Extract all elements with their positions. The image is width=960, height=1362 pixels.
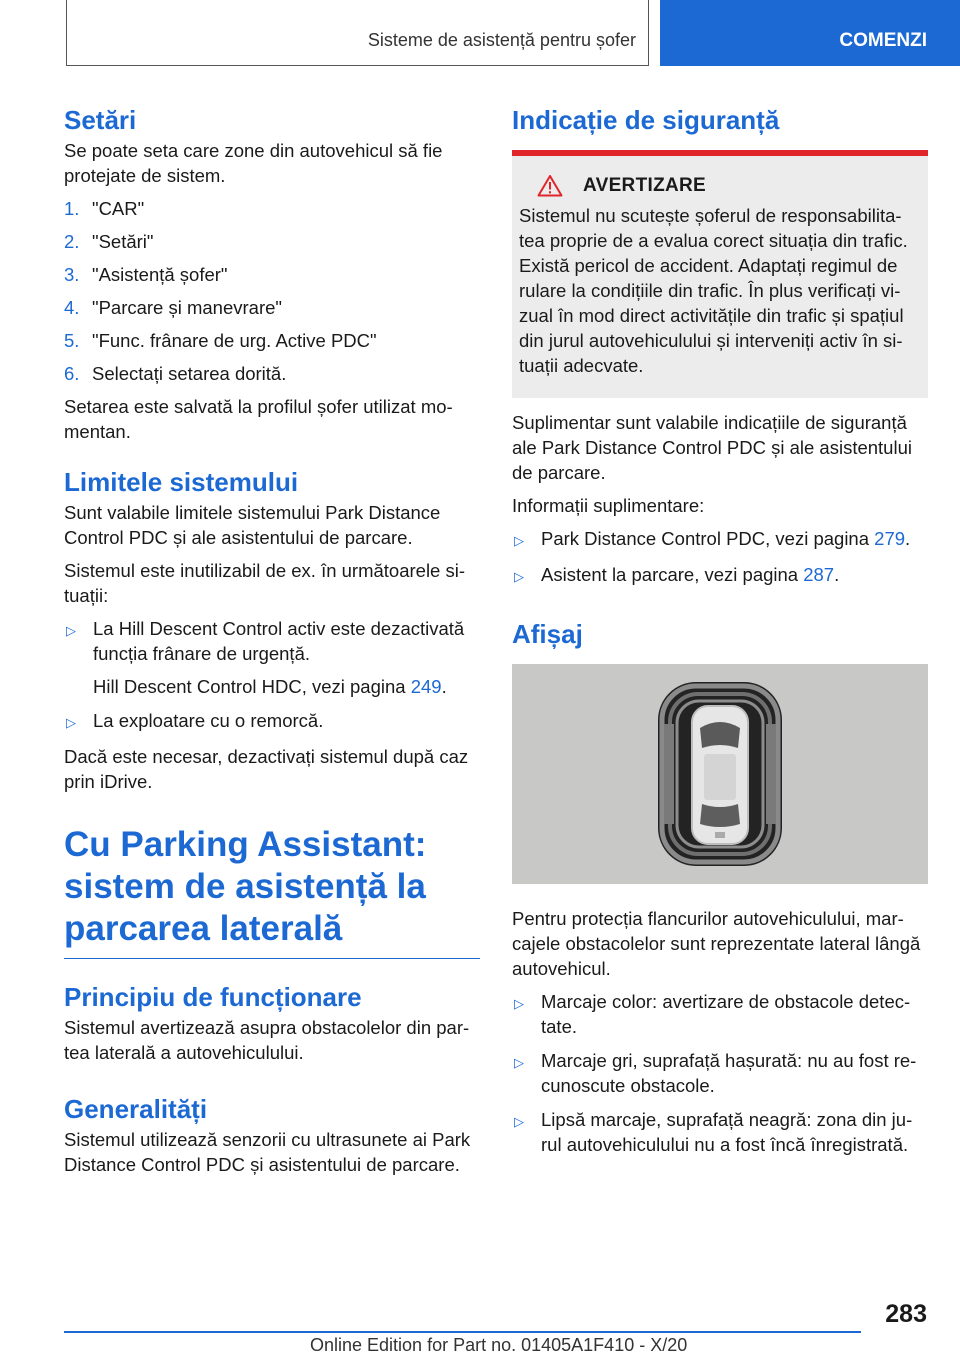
bullet-triangle-icon: ▷	[66, 623, 76, 638]
safety-paragraph-2: Informații suplimentare:	[512, 495, 705, 516]
step-text: "CAR"	[92, 198, 145, 219]
step-number: 3.	[64, 264, 80, 285]
step-number: 2.	[64, 231, 80, 252]
pdc-display-image	[512, 664, 928, 884]
page-number: 283	[885, 1300, 927, 1328]
limits-list	[64, 616, 480, 735]
settings-steps-list	[64, 196, 480, 386]
bullet-triangle-icon: ▷	[514, 1114, 524, 1129]
step-number: 4.	[64, 297, 80, 318]
safety-paragraph-1: Suplimentar sunt valabile indicațiile de siguranță ale Park Distance Control PDC și ale asistentului de parcare.	[512, 412, 912, 483]
step-text: "Asistență șofer"	[92, 264, 228, 285]
display-item-text: Marcaje color: avertizare de obstacole detec-tate.	[541, 991, 911, 1037]
bullet-triangle-icon: ▷	[514, 569, 524, 584]
limits-paragraph-1: Sunt valabile limitele sistemului Park Distance Control PDC și ale asistentului de parcare.	[64, 502, 441, 548]
setari-after: Setarea este salvată la profilul șofer utilizat mo-mentan.	[64, 396, 453, 442]
page-link-249[interactable]: 249	[410, 676, 442, 697]
step-text: Selectați setarea dorită.	[92, 363, 287, 384]
header-section-tab	[66, 0, 649, 66]
step-text: "Setări"	[92, 231, 154, 252]
safety-heading: Indicație de siguranță	[512, 105, 780, 135]
step-text: "Func. frânare de urg. Active PDC"	[92, 330, 377, 351]
limits-paragraph-2: Sistemul este inutilizabil de ex. în următoarele si-tuații:	[64, 560, 466, 606]
warning-text: Sistemul nu scutește șoferul de responsabilita-tea proprie de a evalua corect situația din trafic. Există pericol de accident. Adaptați regimul de rulare la condițiile din trafic. În plus verificați vi-zual în mod direct activitățile din trafic și spațiul din jurul autovehiculului și interveniți activ în si-tuații adecvate.	[519, 205, 908, 376]
list-item	[64, 708, 480, 735]
page-link-279[interactable]: 279	[874, 528, 906, 549]
principle-heading: Principiu de funcționare	[64, 982, 362, 1012]
step-number: 1.	[64, 198, 80, 219]
bullet-triangle-icon: ▷	[66, 715, 76, 730]
limits-after: Dacă este necesar, dezactivați sistemul după caz prin iDrive.	[64, 746, 469, 792]
principle-text: Sistemul avertizează asupra obstacolelor din par-tea laterală a autovehiculului.	[64, 1017, 470, 1063]
warning-triangle-icon	[537, 174, 563, 197]
header-section-title: Sisteme de asistență pentru șofer	[367, 30, 636, 50]
step-number: 5.	[64, 330, 80, 351]
list-item	[64, 328, 480, 353]
list-item	[64, 229, 480, 254]
general-text: Sistemul utilizează senzorii cu ultrasunete ai Park Distance Control PDC și asistentului de parcare.	[64, 1129, 471, 1175]
footer-edition: Online Edition for Part no. 01405A1F410 - X/20	[310, 1335, 688, 1355]
list-item	[64, 361, 480, 386]
right-column	[512, 100, 928, 1166]
list-item	[64, 295, 480, 320]
left-column	[64, 100, 480, 1185]
references-list	[512, 526, 928, 589]
limits-heading: Limitele sistemului	[64, 467, 299, 497]
page-link-287[interactable]: 287	[803, 564, 835, 585]
display-heading: Afișaj	[512, 619, 583, 649]
setari-heading: Setări	[64, 105, 137, 135]
warning-label: AVERTIZARE	[583, 174, 706, 196]
list-item	[512, 1048, 928, 1098]
limits-item-subtext: Hill Descent Control HDC, vezi pagina 249.	[93, 676, 447, 697]
general-heading: Generalități	[64, 1094, 208, 1124]
list-item	[512, 989, 928, 1039]
bullet-triangle-icon: ▷	[514, 533, 524, 548]
display-item-text: Lipsă marcaje, suprafață neagră: zona din ju-rul autovehiculului nu a fost încă înregistrată.	[541, 1109, 913, 1155]
display-item-text: Marcaje gri, suprafață hașurată: nu au fost re-cunoscute obstacole.	[541, 1050, 917, 1096]
list-item: ▷ Park Distance Control PDC, vezi pagina 279.	[512, 526, 928, 553]
warning-box	[512, 150, 928, 398]
step-number: 6.	[64, 363, 80, 384]
setari-intro: Se poate seta care zone din autovehicul să fie protejate de sistem.	[64, 140, 443, 186]
list-item: ▷ Asistent la parcare, vezi pagina 287.	[512, 562, 928, 589]
step-text: "Parcare și manevrare"	[92, 297, 282, 318]
list-item	[512, 1107, 928, 1157]
limits-item-text: La Hill Descent Control activ este dezactivată funcția frânare de urgență.	[93, 618, 465, 664]
list-item	[64, 616, 480, 699]
header-chapter-title: COMENZI	[839, 30, 927, 51]
main-section-heading: Cu Parking Assistant: sistem de asistență la parcarea laterală	[64, 824, 480, 959]
bullet-triangle-icon: ▷	[514, 1055, 524, 1070]
list-item	[64, 262, 480, 287]
bullet-triangle-icon: ▷	[514, 996, 524, 1011]
limits-item-text: La exploatare cu o remorcă.	[93, 710, 324, 731]
display-list	[512, 989, 928, 1157]
footer-divider	[64, 1331, 861, 1333]
display-paragraph: Pentru protecția flancurilor autovehiculului, mar-cajele obstacolelor sunt reprezentate lateral lângă autovehicul.	[512, 908, 921, 979]
car-icon	[692, 706, 748, 844]
list-item	[64, 196, 480, 221]
header-chapter-tab	[660, 0, 960, 66]
